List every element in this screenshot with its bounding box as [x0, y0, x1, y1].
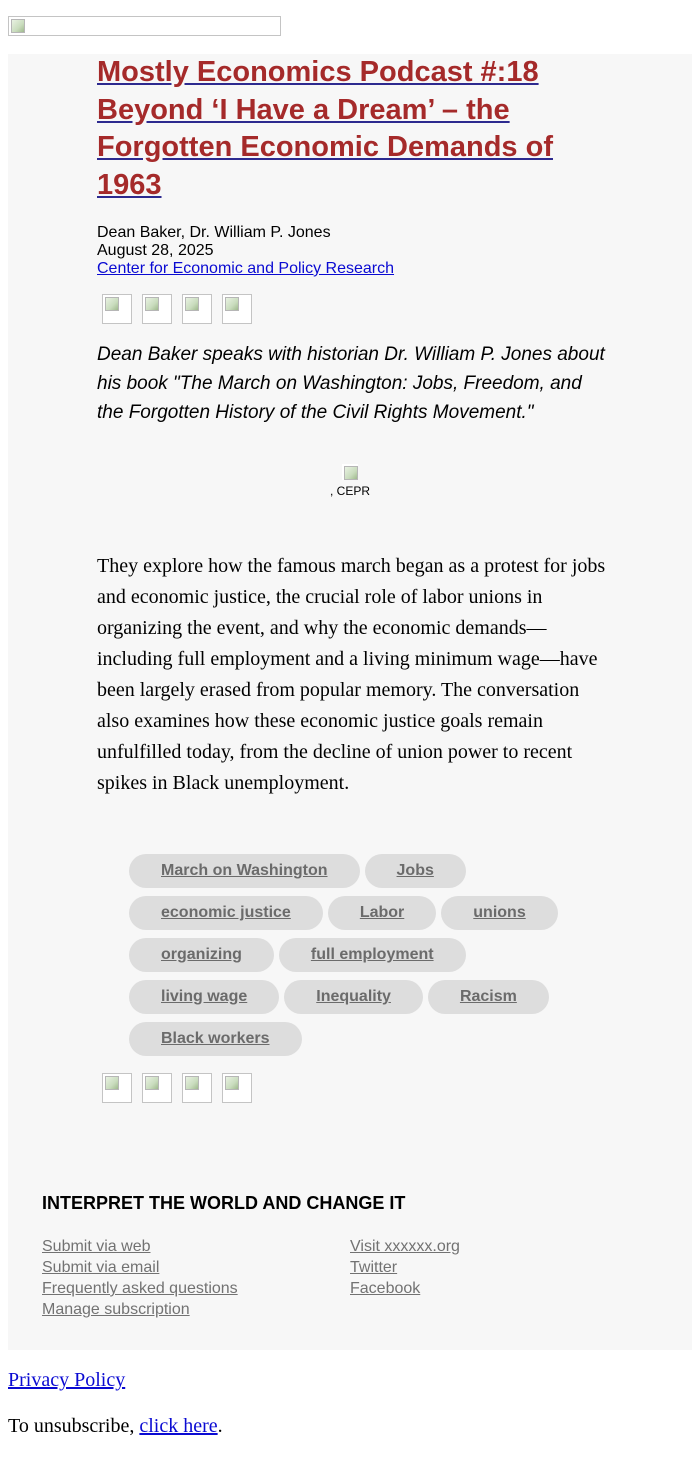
unsubscribe-suffix: .: [217, 1415, 223, 1437]
tag-pill[interactable]: economic justice: [129, 896, 323, 930]
tag-pill[interactable]: Black workers: [129, 1022, 302, 1056]
article-body: They explore how the famous march began as a protest for jobs and economic justice, the crucial role of labor unions in organizing the event, and why the economic demands—including full employment and a living minimum wage—have been largely erased from popular memory. The conversation also examines how these economic justice goals remain unfulfilled today, from the decline of union power to recent spikes in Black unemployment.: [97, 555, 606, 794]
tag-pill[interactable]: Inequality: [284, 980, 423, 1014]
facebook-link[interactable]: Facebook: [350, 1280, 421, 1297]
unsubscribe-prefix: To unsubscribe,: [8, 1415, 140, 1437]
article-panel: [8, 54, 692, 1350]
broken-image-icon: [342, 464, 358, 480]
image-caption: , CEPR: [330, 484, 371, 498]
visit-site-link[interactable]: Visit xxxxxx.org: [350, 1238, 460, 1255]
share-icon[interactable]: [182, 1073, 212, 1103]
footer-heading: INTERPRET THE WORLD AND CHANGE IT: [42, 1193, 406, 1213]
share-icon[interactable]: [102, 294, 132, 324]
tag-list: [129, 854, 569, 1056]
unsubscribe-link[interactable]: click here: [139, 1415, 218, 1437]
tag-pill[interactable]: living wage: [129, 980, 279, 1014]
share-icons-bottom: [102, 1073, 252, 1103]
share-icon[interactable]: [142, 294, 172, 324]
tag-pill[interactable]: organizing: [129, 938, 274, 972]
privacy-policy-link[interactable]: Privacy Policy: [8, 1369, 126, 1391]
footer-links-right: [350, 1236, 460, 1299]
tag-pill[interactable]: unions: [441, 896, 557, 930]
tag-pill[interactable]: March on Washington: [129, 854, 360, 888]
submit-web-link[interactable]: Submit via web: [42, 1238, 151, 1255]
share-icon[interactable]: [222, 294, 252, 324]
publisher-link[interactable]: Center for Economic and Policy Research: [97, 260, 395, 277]
share-icon[interactable]: [182, 294, 212, 324]
tag-pill[interactable]: Jobs: [365, 854, 466, 888]
share-icon[interactable]: [102, 1073, 132, 1103]
unsubscribe-line: [8, 1414, 223, 1438]
tag-pill[interactable]: Labor: [328, 896, 436, 930]
faq-link[interactable]: Frequently asked questions: [42, 1280, 238, 1297]
share-icon[interactable]: [222, 1073, 252, 1103]
footer-links-left: [42, 1236, 238, 1320]
article-image: [330, 464, 370, 498]
article-date: August 28, 2025: [97, 242, 214, 259]
tag-pill[interactable]: Racism: [428, 980, 549, 1014]
article-authors: Dean Baker, Dr. William P. Jones: [97, 224, 331, 241]
manage-subscription-link[interactable]: Manage subscription: [42, 1301, 190, 1318]
header-logo-image: [8, 16, 281, 36]
twitter-link[interactable]: Twitter: [350, 1259, 398, 1276]
article-meta: [97, 224, 394, 278]
submit-email-link[interactable]: Submit via email: [42, 1259, 160, 1276]
share-icon[interactable]: [142, 1073, 172, 1103]
tag-pill[interactable]: full employment: [279, 938, 466, 972]
article-title-link[interactable]: Mostly Economics Podcast #:18 Beyond ‘I Have a Dream’ – the Forgotten Economic Demands of 1963: [97, 56, 553, 201]
article-lede: Dean Baker speaks with historian Dr. William P. Jones about his book "The March on Washington: Jobs, Freedom, and the Forgotten History of the Civil Rights Movement.": [97, 344, 605, 423]
share-icons-top: [102, 294, 252, 324]
